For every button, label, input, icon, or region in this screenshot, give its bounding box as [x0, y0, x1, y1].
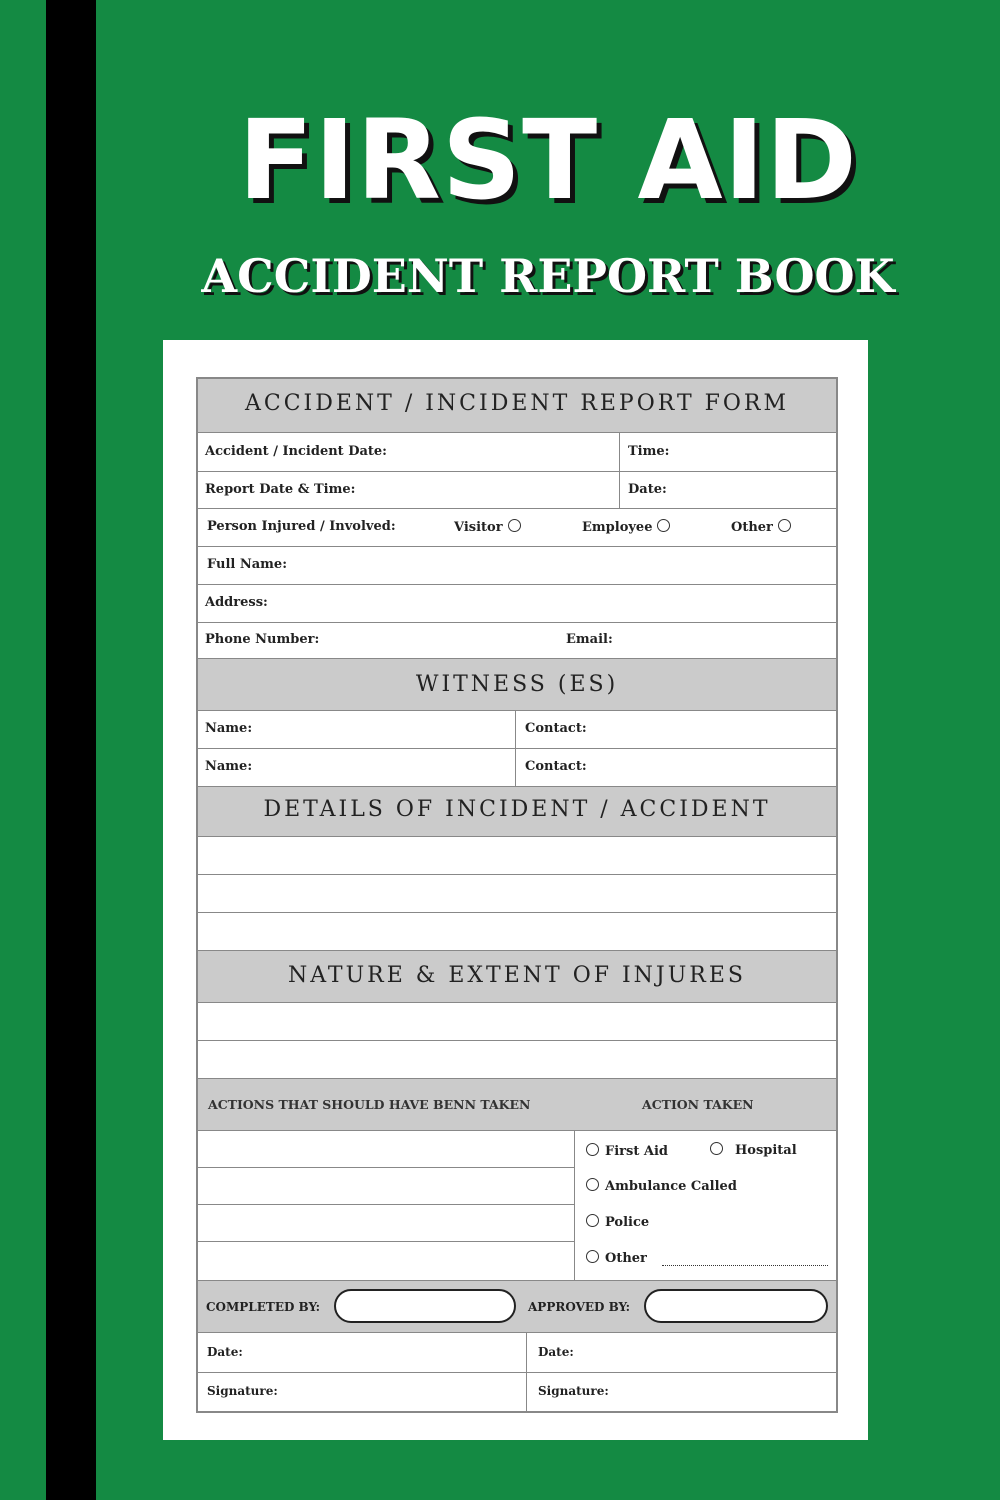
date-label: Date: — [628, 482, 667, 497]
details-line[interactable] — [198, 913, 836, 951]
actions-header — [198, 1079, 836, 1131]
signoff-row — [198, 1281, 836, 1333]
witness-row-1[interactable] — [198, 711, 836, 749]
option-hospital[interactable] — [710, 1142, 797, 1158]
accident-report-form — [196, 377, 838, 1413]
actions-line[interactable] — [198, 1131, 574, 1168]
actions-area — [198, 1131, 836, 1281]
action-taken-label: ACTION TAKEN — [642, 1097, 754, 1112]
employee-option[interactable] — [582, 519, 670, 535]
completed-date-label: Date: — [207, 1345, 243, 1359]
ambulance-label: Ambulance Called — [605, 1179, 737, 1194]
book-spine-bar — [46, 0, 96, 1500]
incident-date-row — [198, 433, 836, 472]
report-date-label: Report Date & Time: — [205, 482, 356, 497]
other-label: Other — [731, 520, 773, 535]
witness-contact-label: Contact: — [525, 759, 587, 774]
approved-date-label: Date: — [538, 1345, 574, 1359]
visitor-radio-icon[interactable] — [508, 519, 521, 532]
divider — [619, 433, 620, 471]
other-action-label: Other — [605, 1251, 647, 1266]
address-label: Address: — [205, 595, 268, 610]
actions-line[interactable] — [198, 1168, 574, 1205]
approved-signature-label: Signature: — [538, 1384, 609, 1398]
full-name-row[interactable] — [198, 547, 836, 585]
address-row[interactable] — [198, 585, 836, 623]
first-aid-label: First Aid — [605, 1144, 668, 1159]
details-header: DETAILS OF INCIDENT / ACCIDENT — [198, 787, 836, 837]
full-name-label: Full Name: — [207, 557, 287, 572]
witness-name-label: Name: — [205, 759, 253, 774]
nature-header: NATURE & EXTENT OF INJURES — [198, 951, 836, 1003]
visitor-option[interactable] — [454, 519, 521, 535]
phone-label: Phone Number: — [205, 632, 320, 647]
witness-name-label: Name: — [205, 721, 253, 736]
divider — [526, 1373, 527, 1411]
nature-line[interactable] — [198, 1003, 836, 1041]
hospital-radio-icon[interactable] — [710, 1142, 723, 1155]
actions-line[interactable] — [198, 1205, 574, 1242]
report-date-row — [198, 472, 836, 509]
option-first-aid[interactable] — [586, 1143, 668, 1159]
details-line[interactable] — [198, 875, 836, 913]
approved-by-label: APPROVED BY: — [528, 1300, 631, 1314]
visitor-label: Visitor — [454, 520, 503, 535]
option-ambulance[interactable] — [586, 1178, 737, 1194]
ambulance-radio-icon[interactable] — [586, 1178, 599, 1191]
completed-by-label: COMPLETED BY: — [206, 1300, 320, 1314]
person-injured-row — [198, 509, 836, 547]
divider — [574, 1131, 575, 1280]
police-radio-icon[interactable] — [586, 1214, 599, 1227]
signature-row[interactable] — [198, 1373, 836, 1411]
actions-should-label: ACTIONS THAT SHOULD HAVE BENN TAKEN — [208, 1097, 531, 1112]
details-line[interactable] — [198, 837, 836, 875]
actions-line[interactable] — [198, 1242, 574, 1279]
completed-by-field[interactable] — [334, 1289, 516, 1323]
first-aid-radio-icon[interactable] — [586, 1143, 599, 1156]
cover-title: FIRST AID — [238, 96, 858, 224]
witness-contact-label: Contact: — [525, 721, 587, 736]
other-action-radio-icon[interactable] — [586, 1250, 599, 1263]
phone-email-row[interactable] — [198, 623, 836, 659]
divider — [526, 1333, 527, 1372]
completed-signature-label: Signature: — [207, 1384, 278, 1398]
option-police[interactable] — [586, 1214, 649, 1230]
divider — [619, 472, 620, 508]
sign-date-row[interactable] — [198, 1333, 836, 1373]
form-header: ACCIDENT / INCIDENT REPORT FORM — [198, 379, 836, 433]
other-radio-icon[interactable] — [778, 519, 791, 532]
option-other[interactable] — [586, 1250, 647, 1266]
other-fill-line[interactable] — [662, 1265, 828, 1266]
other-option[interactable] — [731, 519, 791, 535]
cover-subtitle: ACCIDENT REPORT BOOK — [201, 249, 895, 303]
approved-by-field[interactable] — [644, 1289, 828, 1323]
time-label: Time: — [628, 444, 670, 459]
police-label: Police — [605, 1215, 650, 1230]
divider — [515, 749, 516, 786]
incident-date-label: Accident / Incident Date: — [205, 444, 387, 459]
witness-row-2[interactable] — [198, 749, 836, 787]
nature-line[interactable] — [198, 1041, 836, 1079]
person-injured-label: Person Injured / Involved: — [207, 519, 396, 534]
email-label: Email: — [566, 632, 613, 647]
divider — [515, 711, 516, 748]
witness-header: WITNESS (ES) — [198, 659, 836, 711]
hospital-label: Hospital — [735, 1143, 797, 1158]
employee-radio-icon[interactable] — [657, 519, 670, 532]
employee-label: Employee — [582, 520, 653, 535]
